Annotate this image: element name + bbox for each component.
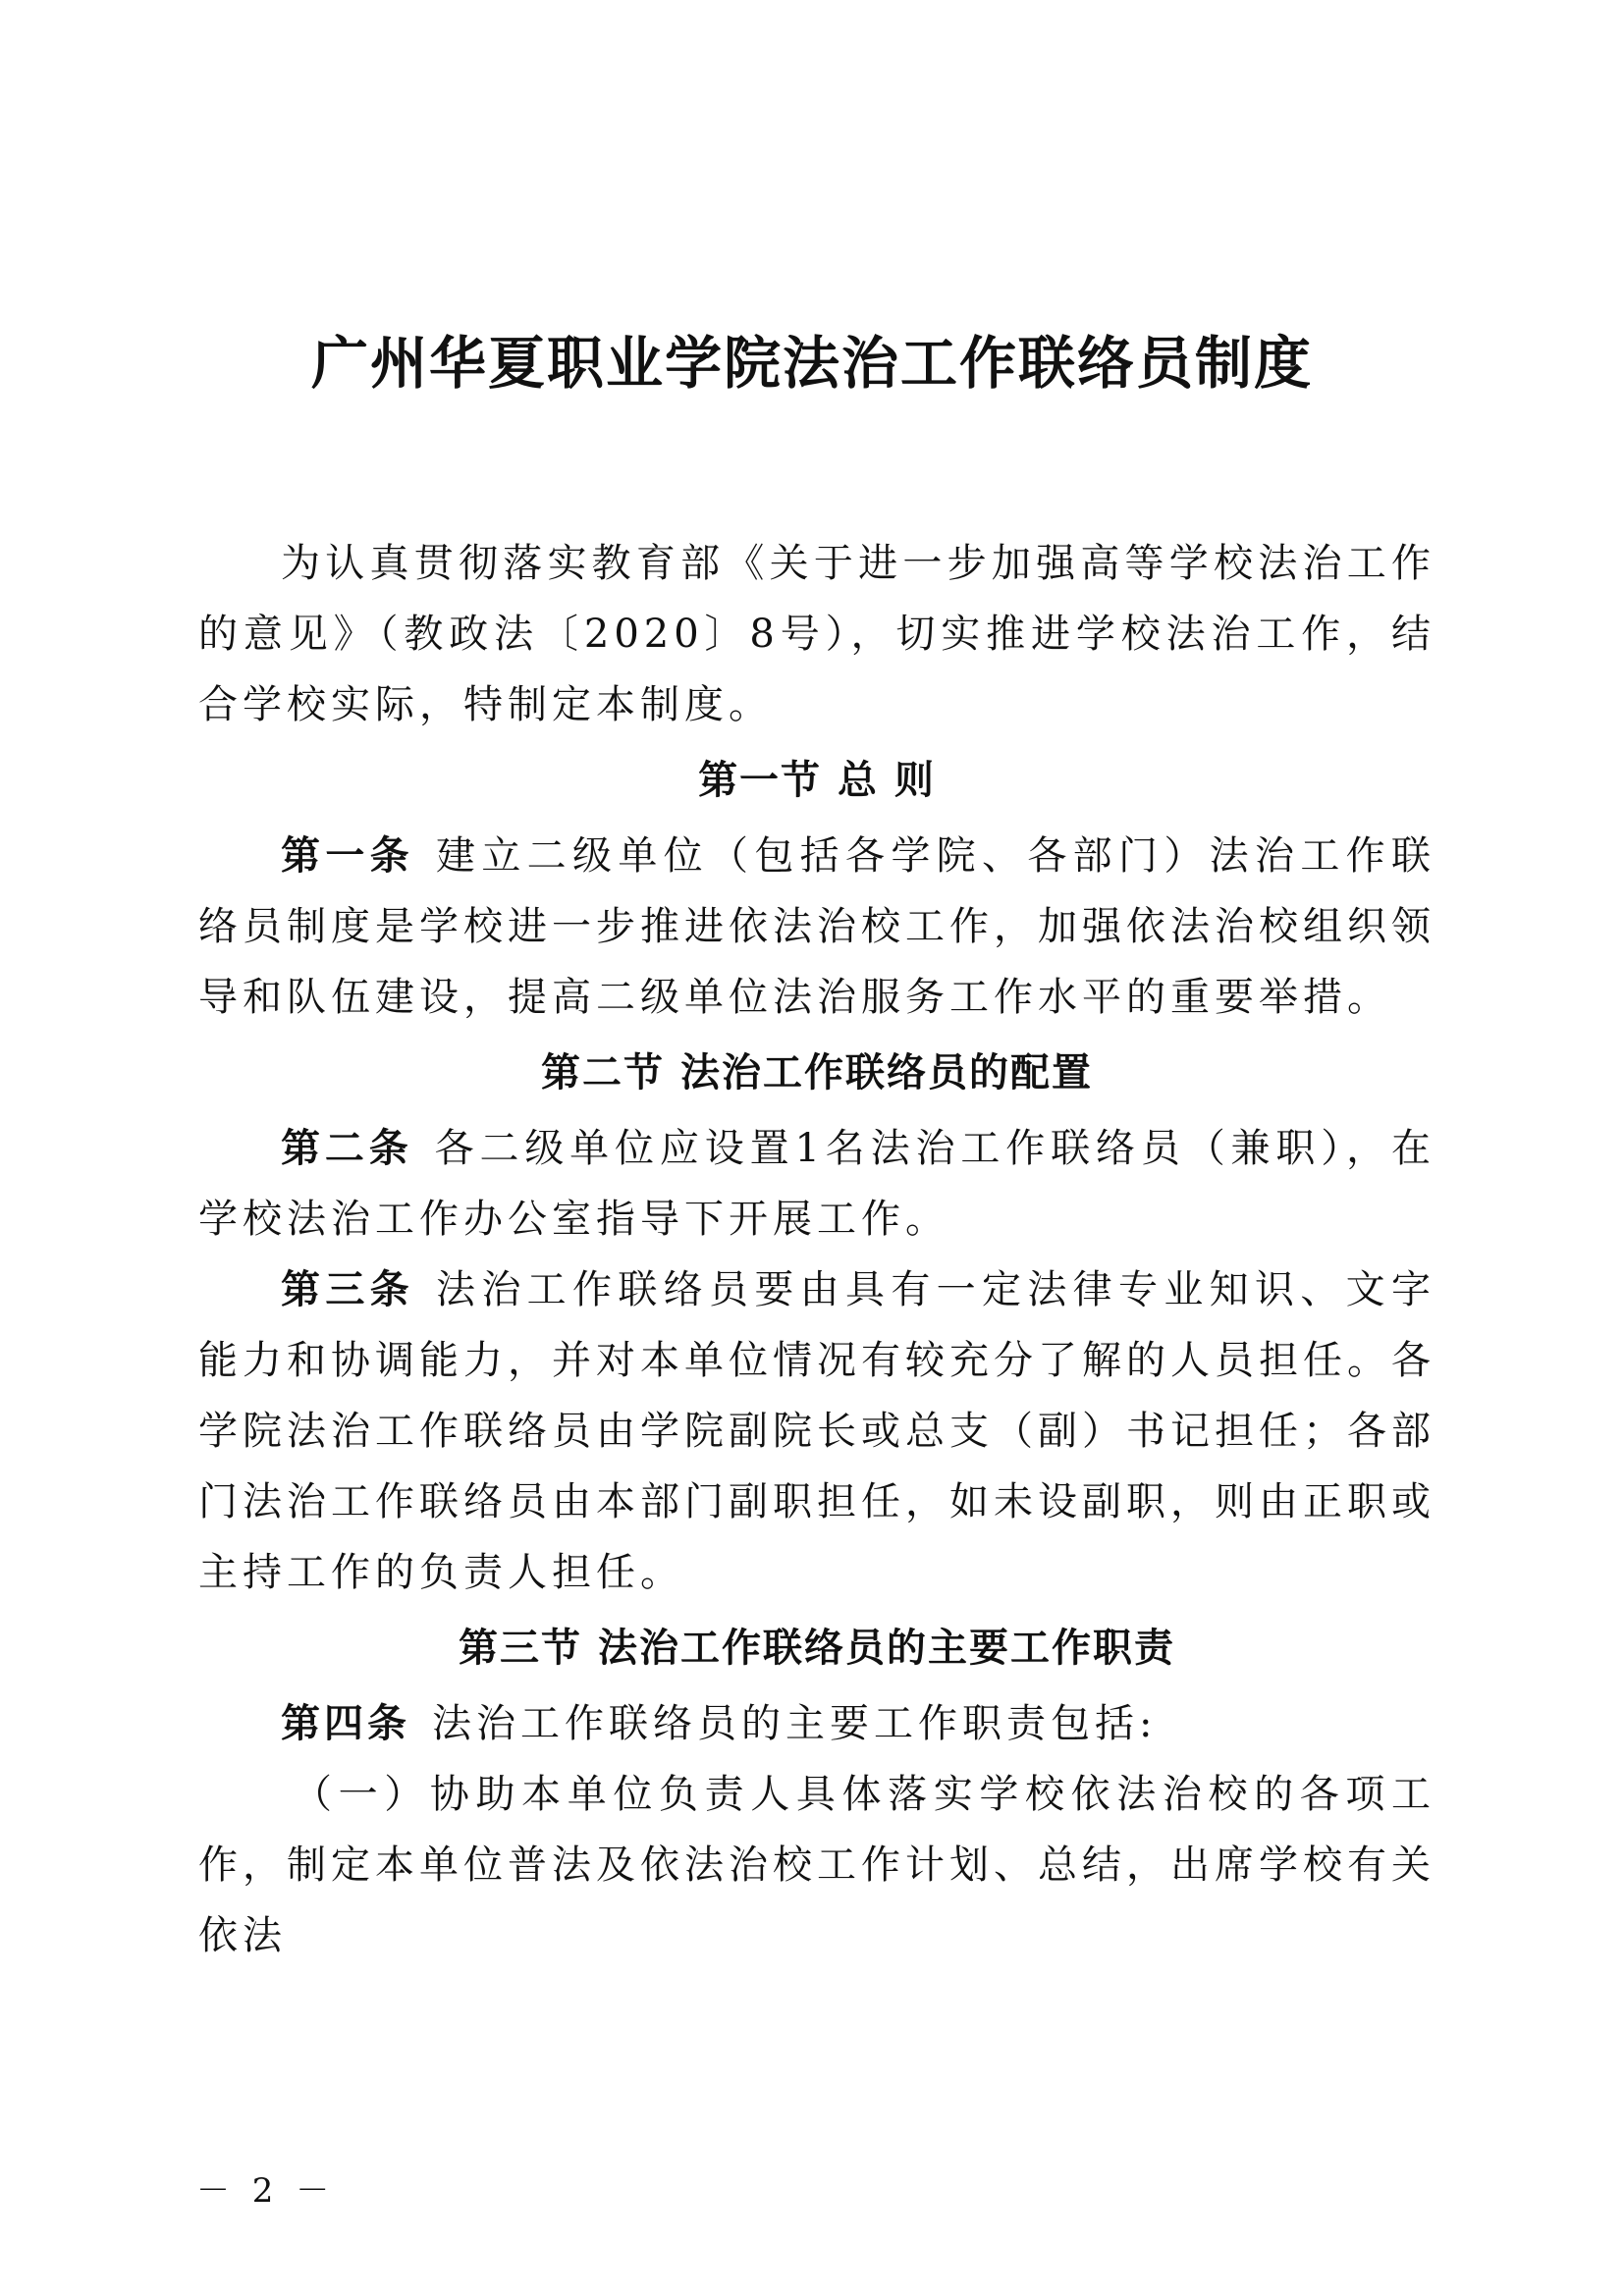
article-2-label: 第二条: [281, 1126, 413, 1171]
article-3-label: 第三条: [281, 1267, 414, 1312]
page-number: － 2 －: [196, 2171, 336, 2211]
article-3: [198, 1255, 1435, 1608]
document-body: [198, 528, 1435, 1971]
article-1-label: 第一条: [281, 833, 414, 879]
article-3-text: 法治工作联络员要由具有一定法律专业知识、文字能力和协调能力，并对本单位情况有较充分了解的人员担任。各学院法治工作联络员由学院副院长或总支（副）书记担任；各部门法治工作联络员由本部门副职担任，如未设副职，则由正职或主持工作的负责人担任。: [198, 1267, 1435, 1595]
section-heading-duties: 第三节 法治工作联络员的主要工作职责: [459, 1626, 1175, 1671]
article-2: [198, 1113, 1435, 1255]
article-1-text: 建立二级单位（包括各学院、各部门）法治工作联络员制度是学校进一步推进依法治校工作，加强依法治校组织领导和队伍建设，提高二级单位法治服务工作水平的重要举措。: [198, 833, 1435, 1020]
duty-item-1: （一）协助本单位负责人具体落实学校依法治校的各项工作，制定本单位普法及依法治校工作计划、总结，出席学校有关依法: [198, 1772, 1435, 1958]
section-heading-configuration: 第二节 法治工作联络员的配置: [541, 1050, 1093, 1095]
document-title: 广州华夏职业学院法治工作联络员制度: [310, 330, 1313, 397]
article-1: [198, 821, 1435, 1033]
article-4-text: 法治工作联络员的主要工作职责包括:: [432, 1701, 1158, 1746]
article-4-label: 第四条: [281, 1701, 410, 1746]
intro-paragraph: 为认真贯彻落实教育部《关于进一步加强高等学校法治工作的意见》（教政法〔2020〕8号），切实推进学校法治工作，结合学校实际，特制定本制度。: [198, 541, 1435, 727]
article-4: [198, 1688, 1435, 1759]
article-2-text: 各二级单位应设置1名法治工作联络员（兼职），在学校法治工作办公室指导下开展工作。: [198, 1126, 1436, 1242]
section-heading-general: 第一节 总 则: [698, 758, 936, 803]
